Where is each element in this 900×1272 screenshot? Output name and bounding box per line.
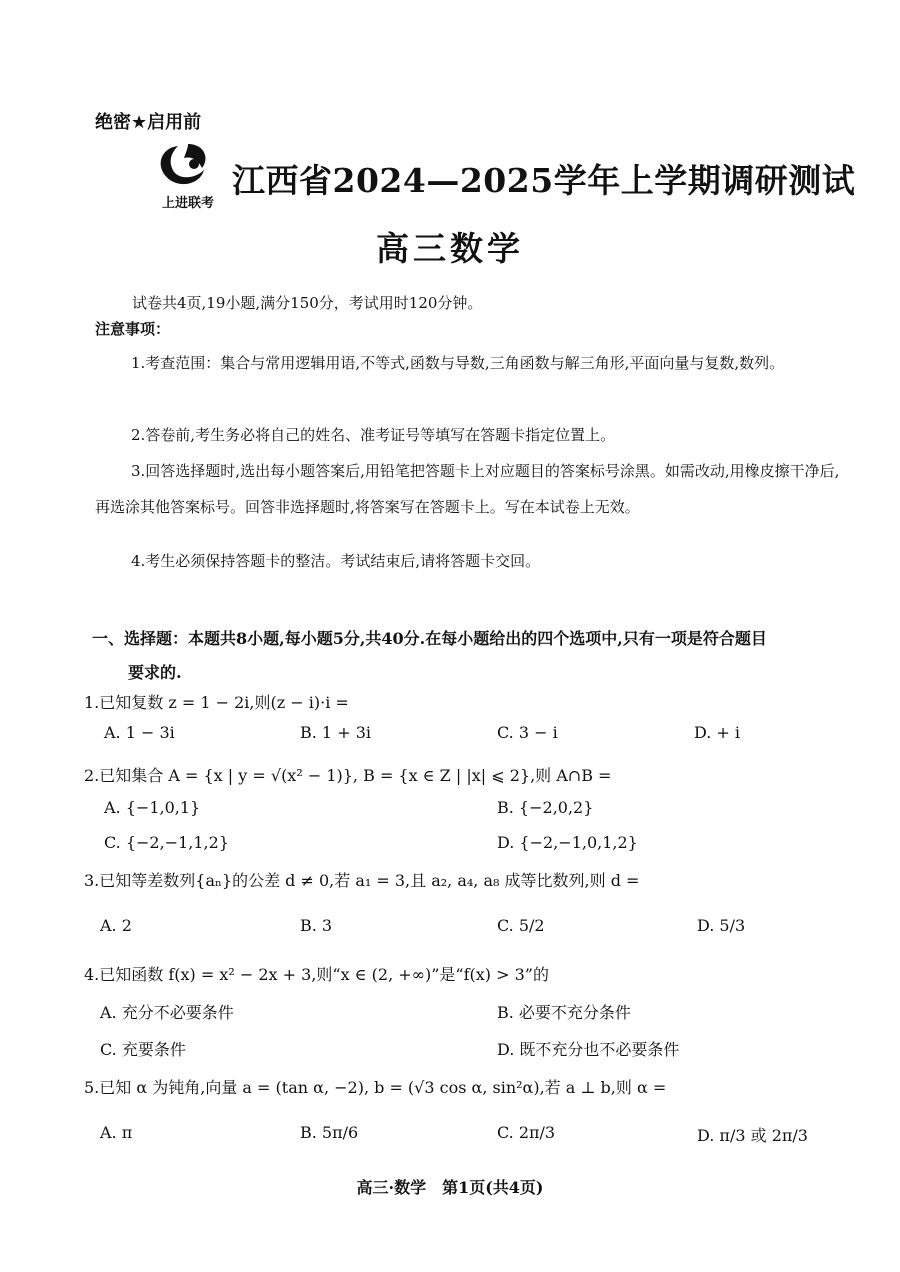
- section-title: [92, 622, 852, 690]
- question-stem: 4.已知函数 f(x) = x² − 2x + 3,则“x ∈ (2, +∞)”是“f(x) > 3”的: [84, 965, 549, 984]
- logo: [148, 140, 228, 212]
- logo-emblem-icon: [148, 140, 228, 192]
- question-stem: 1.已知复数 z = 1 − 2i,则(z − i)·i =: [84, 693, 349, 712]
- section-title-line: 一、选择题：本题共8小题,每小题5分,共40分.在每小题给出的四个选项中,只有一项是符合题目: [92, 629, 767, 648]
- note-item: 4.考生必须保持答题卡的整洁。考试结束后,请将答题卡交回。: [131, 552, 541, 570]
- option-a: A. {−1,0,1}: [104, 798, 201, 817]
- option-a: A. π: [100, 1123, 133, 1142]
- option-b: B. 必要不充分条件: [497, 1003, 631, 1022]
- exam-title: 江西省2024—2025学年上学期调研测试: [232, 161, 856, 200]
- option-c: C. 充要条件: [100, 1040, 186, 1059]
- option-b: B. 1 + 3i: [300, 723, 371, 742]
- question-stem: 5.已知 α 为钝角,向量 a = (tan α, −2), b = (√3 cos α, sin²α),若 a ⊥ b,则 α =: [84, 1078, 667, 1097]
- option-b: B. {−2,0,2}: [497, 798, 594, 817]
- option-d: D. {−2,−1,0,1,2}: [497, 833, 638, 852]
- question-stem: 3.已知等差数列{aₙ}的公差 d ≠ 0,若 a₁ = 3,且 a₂, a₄, a₈ 成等比数列,则 d =: [84, 871, 640, 890]
- notes-title: 注意事项：: [95, 320, 171, 338]
- question-stem: 2.已知集合 A = {x | y = √(x² − 1)}, B = {x ∈ Z | |x| ⩽ 2},则 A∩B =: [84, 766, 612, 785]
- option-c: C. 5/2: [497, 916, 545, 935]
- note-item: 2.答卷前,考生务必将自己的姓名、准考证号等填写在答题卡指定位置上。: [131, 426, 616, 444]
- option-a: A. 1 − 3i: [104, 723, 175, 742]
- option-d: D. 5/3: [697, 916, 746, 935]
- confidential-mark: 绝密★启用前: [95, 112, 202, 133]
- option-a: A. 2: [100, 916, 132, 935]
- page-footer: 高三·数学 第1页(共4页): [356, 1178, 544, 1197]
- exam-intro: 试卷共4页,19小题,满分150分，考试用时120分钟。: [132, 294, 483, 312]
- option-c: C. {−2,−1,1,2}: [104, 833, 229, 852]
- subject-title: 高三数学: [376, 229, 524, 268]
- note-item: 1.考查范围：集合与常用逻辑用语,不等式,函数与导数,三角函数与解三角形,平面向量与复数,数列。: [131, 354, 785, 372]
- option-c: C. 2π/3: [497, 1123, 556, 1142]
- note-item: 3.回答选择题时,选出每小题答案后,用铅笔把答题卡上对应题目的答案标号涂黑。如需改动,用橡皮擦干净后,再选涂其他答案标号。回答非选择题时,将答案写在答题卡上。写在本试卷上无效。: [95, 462, 840, 516]
- option-a: A. 充分不必要条件: [100, 1003, 234, 1022]
- option-d: D. + i: [694, 723, 741, 742]
- option-b: B. 3: [300, 916, 333, 935]
- option-d: D. 既不充分也不必要条件: [497, 1040, 680, 1059]
- section-title-line: 要求的.: [128, 663, 182, 682]
- logo-text: 上进联考: [161, 196, 214, 211]
- option-d: D. π/3 或 2π/3: [697, 1126, 808, 1145]
- option-b: B. 5π/6: [300, 1123, 359, 1142]
- option-c: C. 3 − i: [497, 723, 558, 742]
